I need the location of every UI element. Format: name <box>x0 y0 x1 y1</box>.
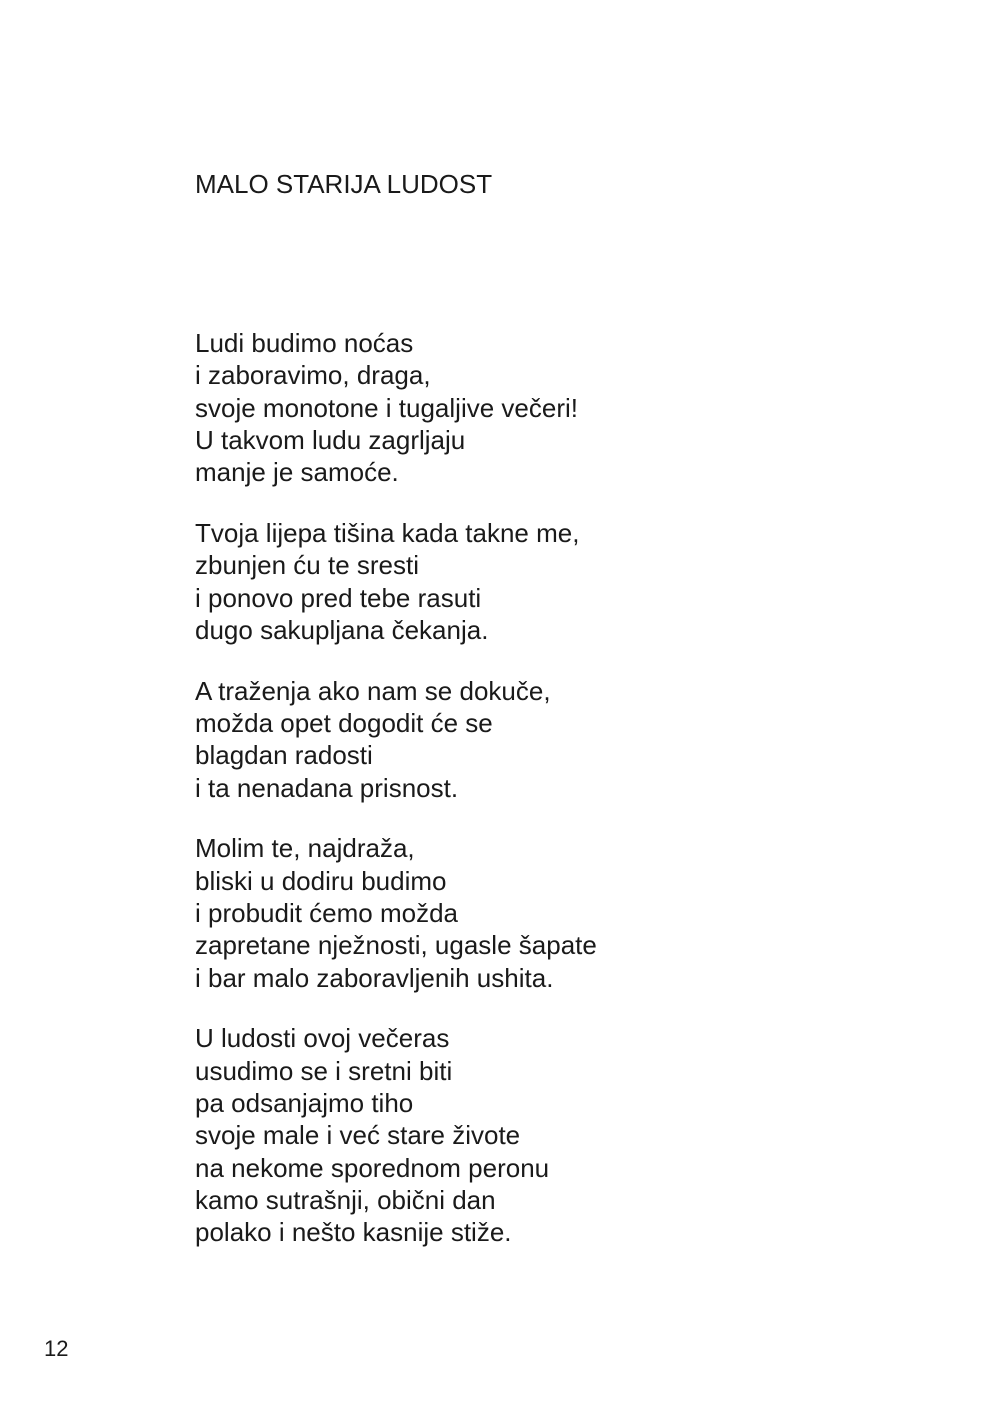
poem-line: kamo sutrašnji, obični dan <box>195 1184 496 1215</box>
stanza <box>195 675 835 804</box>
poem-line: i probudit ćemo možda <box>195 897 459 928</box>
poem-line: pa odsanjajmo tiho <box>195 1087 414 1118</box>
poem-line: Ludi budimo noćas <box>195 328 414 358</box>
poem-line: bliski u dodiru budimo <box>195 865 447 896</box>
stanza <box>195 832 835 993</box>
poem-line: zbunjen ću te sresti <box>195 550 420 581</box>
poem-line: i bar malo zaboravljenih ushita. <box>195 962 554 993</box>
poem-line: U takvom ludu zagrljaju <box>195 424 466 455</box>
poem-line: polako i nešto kasnije stiže. <box>195 1217 512 1248</box>
poem-line: i ponovo pred tebe rasuti <box>195 582 482 613</box>
poem-line: U ludosti ovoj večeras <box>195 1023 450 1054</box>
poem-line: možda opet dogodit će se <box>195 707 493 738</box>
poem-line: blagdan radosti <box>195 740 373 771</box>
stanza <box>195 1022 835 1248</box>
poem-body <box>195 327 835 1277</box>
stanza <box>195 327 835 488</box>
poem-line: svoje monotone i tugaljive večeri! <box>195 392 578 423</box>
stanza <box>195 517 835 646</box>
poem-line: na nekome sporednom peronu <box>195 1152 550 1183</box>
poem-line: A traženja ako nam se dokuče, <box>195 675 551 706</box>
poem-line: usudimo se i sretni biti <box>195 1055 453 1086</box>
poem-line: i ta nenadana prisnost. <box>195 772 459 803</box>
poem-line: zapretane nježnosti, ugasle šapate <box>195 930 597 961</box>
poem-line: manje je samoće. <box>195 457 399 488</box>
poem-line: svoje male i već stare živote <box>195 1120 521 1151</box>
page-number: 12 <box>44 1336 69 1361</box>
poem-line: dugo sakupljana čekanja. <box>195 614 489 645</box>
poem-line: i zaboravimo, draga, <box>195 360 431 391</box>
poem-line: Molim te, najdraža, <box>195 833 415 864</box>
poem-title: MALO STARIJA LUDOST <box>195 169 493 199</box>
poem-line: Tvoja lijepa tišina kada takne me, <box>195 517 580 548</box>
